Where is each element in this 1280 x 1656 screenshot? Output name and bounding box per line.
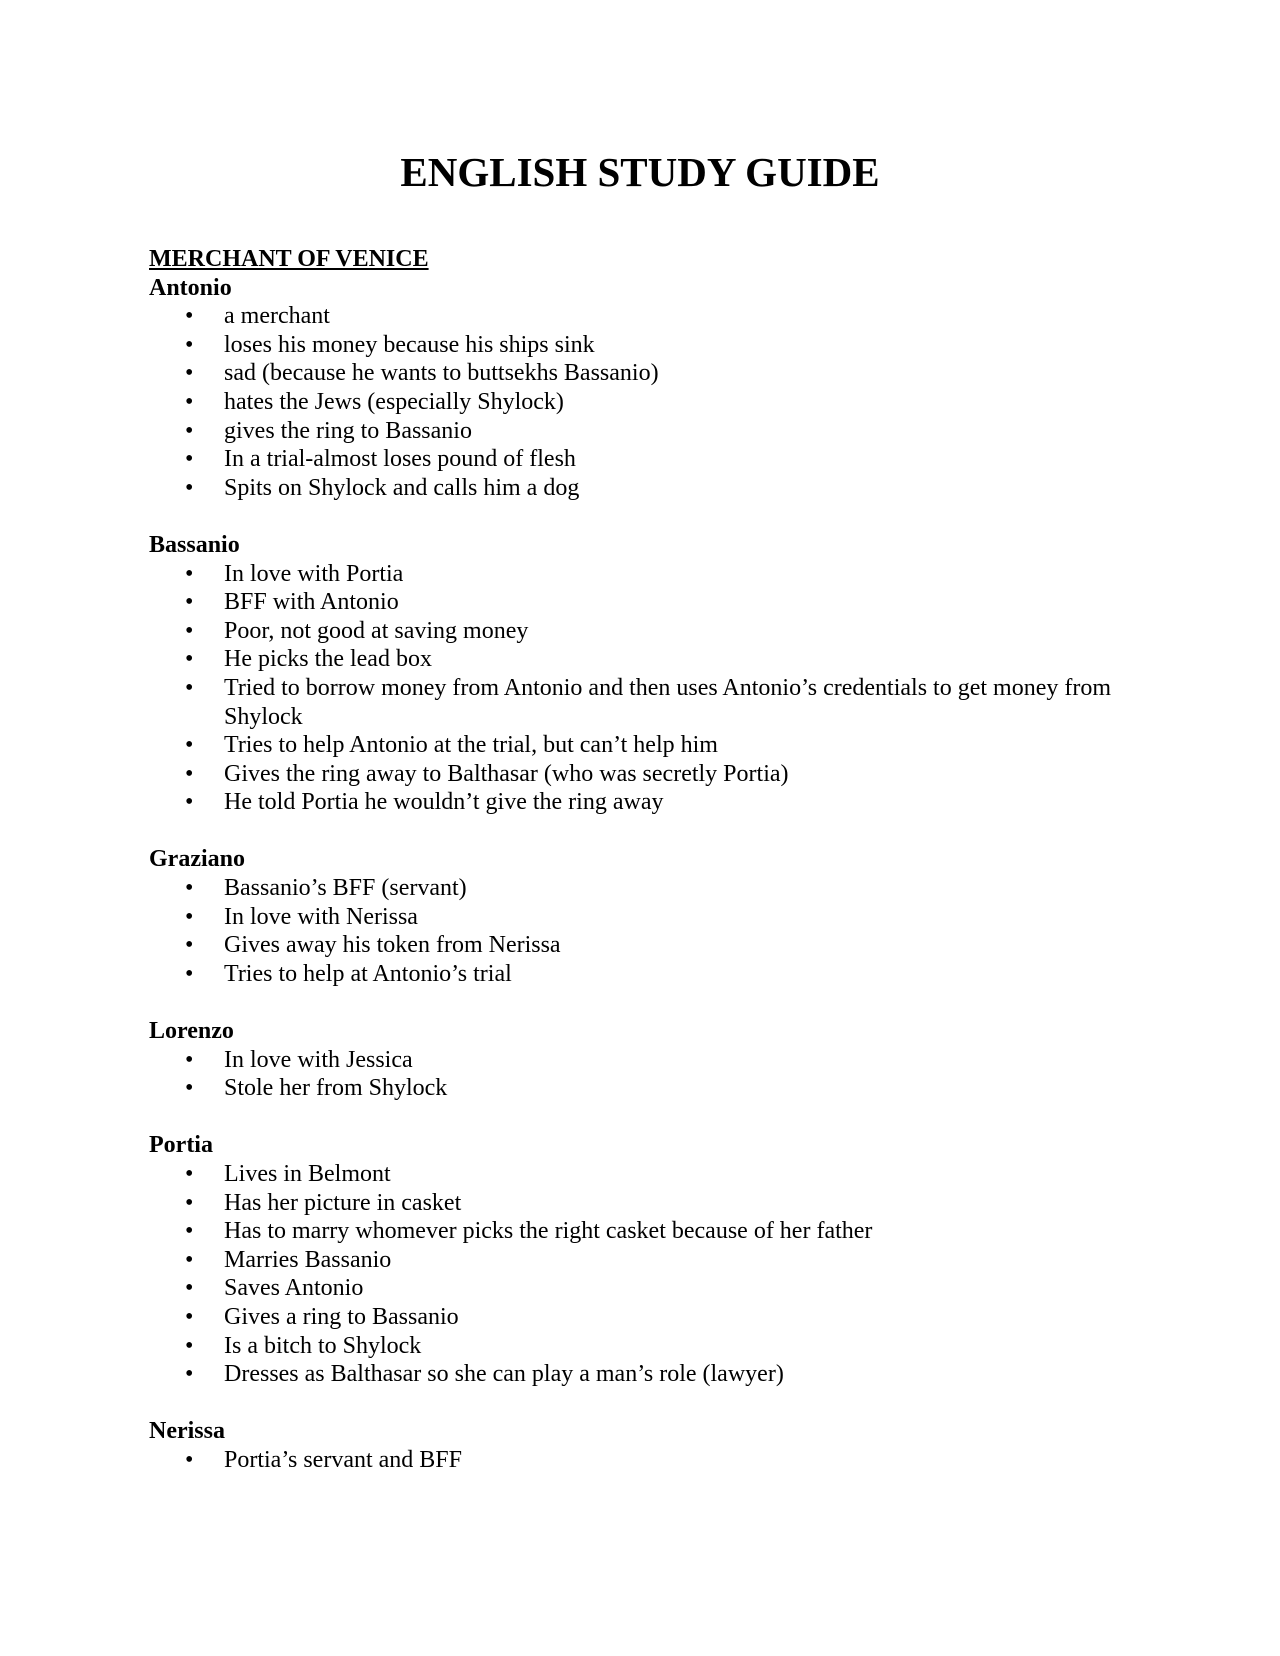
list-item bbox=[149, 674, 1149, 731]
bullet-icon: • bbox=[185, 875, 194, 902]
list-item-text: Spits on Shylock and calls him a dog bbox=[224, 474, 580, 501]
list-item bbox=[149, 617, 1149, 646]
list-item-text: Poor, not good at saving money bbox=[224, 617, 529, 644]
bullet-icon: • bbox=[185, 1246, 194, 1273]
bullet-icon: • bbox=[185, 932, 194, 959]
list-item bbox=[149, 588, 1149, 617]
list-item-text: hates the Jews (especially Shylock) bbox=[224, 388, 564, 415]
list-item-text: In a trial-almost loses pound of flesh bbox=[224, 446, 576, 473]
list-item bbox=[149, 1332, 1149, 1361]
list-item bbox=[149, 445, 1149, 474]
bullet-icon: • bbox=[185, 674, 194, 701]
bullet-icon: • bbox=[185, 1303, 194, 1330]
bullet-icon: • bbox=[185, 1161, 194, 1187]
list-item bbox=[149, 388, 1149, 417]
bullet-icon: • bbox=[185, 1189, 194, 1216]
bullet-icon: • bbox=[185, 1332, 194, 1359]
section-heading: MERCHANT OF VENICE bbox=[149, 246, 429, 272]
bullet-icon: • bbox=[185, 446, 194, 473]
bullet-icon: • bbox=[185, 1075, 194, 1102]
list-item bbox=[149, 788, 1149, 817]
list-item bbox=[149, 1246, 1149, 1275]
trait-list bbox=[149, 874, 1149, 988]
bullet-icon: • bbox=[185, 1218, 194, 1245]
list-item bbox=[149, 1217, 1149, 1246]
list-item-text: Tried to borrow money from Antonio and then uses Antonio’s credentials to get money from Shylock bbox=[224, 674, 1111, 730]
list-item-text: In love with Portia bbox=[224, 560, 404, 587]
list-item-text: Lives in Belmont bbox=[224, 1161, 391, 1187]
list-item-text: He told Portia he wouldn’t give the ring away bbox=[224, 789, 664, 816]
character-section-bassanio bbox=[149, 531, 1149, 817]
bullet-icon: • bbox=[185, 1275, 194, 1302]
list-item bbox=[149, 1446, 1149, 1475]
character-name: Graziano bbox=[149, 846, 245, 873]
list-item-text: Stole her from Shylock bbox=[224, 1075, 448, 1102]
bullet-icon: • bbox=[185, 1446, 194, 1473]
list-item-text: Gives away his token from Nerissa bbox=[224, 932, 561, 959]
bullet-icon: • bbox=[185, 732, 194, 759]
list-item-text: Dresses as Balthasar so she can play a man’s role (lawyer) bbox=[224, 1361, 784, 1388]
bullet-icon: • bbox=[185, 360, 194, 387]
list-item bbox=[149, 331, 1149, 360]
list-item-text: Tries to help at Antonio’s trial bbox=[224, 960, 512, 987]
bullet-icon: • bbox=[185, 589, 194, 616]
list-item-text: Bassanio’s BFF (servant) bbox=[224, 875, 467, 902]
bullet-icon: • bbox=[185, 474, 194, 501]
bullet-icon: • bbox=[185, 303, 194, 330]
list-item bbox=[149, 1303, 1149, 1332]
list-item-text: He picks the lead box bbox=[224, 646, 432, 673]
list-item-text: loses his money because his ships sink bbox=[224, 331, 595, 358]
list-item-text: a merchant bbox=[224, 303, 330, 330]
list-item bbox=[149, 1046, 1149, 1075]
character-name: Bassanio bbox=[149, 531, 240, 558]
bullet-icon: • bbox=[185, 417, 194, 444]
bullet-icon: • bbox=[185, 560, 194, 587]
list-item-text: In love with Jessica bbox=[224, 1046, 413, 1073]
character-section-graziano bbox=[149, 845, 1149, 988]
list-item bbox=[149, 903, 1149, 932]
trait-list bbox=[149, 1160, 1149, 1389]
list-item bbox=[149, 560, 1149, 589]
list-item-text: Gives a ring to Bassanio bbox=[224, 1303, 459, 1330]
character-name: Antonio bbox=[149, 274, 232, 301]
bullet-icon: • bbox=[185, 1361, 194, 1388]
list-item bbox=[149, 1360, 1149, 1389]
bullet-icon: • bbox=[185, 760, 194, 787]
list-item bbox=[149, 417, 1149, 446]
list-item-text: Portia’s servant and BFF bbox=[224, 1446, 462, 1473]
bullet-icon: • bbox=[185, 388, 194, 415]
bullet-icon: • bbox=[185, 331, 194, 358]
character-section-antonio bbox=[149, 274, 1149, 503]
list-item-text: Gives the ring away to Balthasar (who was secretly Portia) bbox=[224, 760, 789, 787]
list-item-text: In love with Nerissa bbox=[224, 903, 418, 930]
character-section-portia bbox=[149, 1131, 1149, 1388]
character-section-nerissa bbox=[149, 1417, 1149, 1474]
list-item bbox=[149, 1160, 1149, 1189]
list-item bbox=[149, 474, 1149, 503]
list-item bbox=[149, 731, 1149, 760]
list-item bbox=[149, 960, 1149, 989]
list-item bbox=[149, 359, 1149, 388]
trait-list bbox=[149, 1046, 1149, 1103]
list-item-text: Saves Antonio bbox=[224, 1275, 364, 1302]
list-item bbox=[149, 1274, 1149, 1303]
list-item-text: BFF with Antonio bbox=[224, 589, 399, 616]
list-item bbox=[149, 1074, 1149, 1103]
list-item-text: Tries to help Antonio at the trial, but can’t help him bbox=[224, 732, 718, 759]
page-title: ENGLISH STUDY GUIDE bbox=[400, 149, 880, 195]
list-item bbox=[149, 931, 1149, 960]
bullet-icon: • bbox=[185, 646, 194, 673]
character-list bbox=[149, 274, 1149, 1475]
list-item-text: Has her picture in casket bbox=[224, 1189, 462, 1216]
list-item bbox=[149, 1189, 1149, 1218]
trait-list bbox=[149, 1446, 1149, 1475]
character-name: Nerissa bbox=[149, 1418, 225, 1445]
list-item-text: sad (because he wants to buttsekhs Bassanio) bbox=[224, 360, 659, 387]
list-item bbox=[149, 874, 1149, 903]
bullet-icon: • bbox=[185, 789, 194, 816]
character-section-lorenzo bbox=[149, 1017, 1149, 1103]
list-item bbox=[149, 302, 1149, 331]
list-item-text: gives the ring to Bassanio bbox=[224, 417, 472, 444]
bullet-icon: • bbox=[185, 1046, 194, 1073]
list-item-text: Has to marry whomever picks the right casket because of her father bbox=[224, 1218, 873, 1245]
character-name: Portia bbox=[149, 1132, 213, 1159]
list-item bbox=[149, 760, 1149, 789]
trait-list bbox=[149, 302, 1149, 502]
list-item bbox=[149, 645, 1149, 674]
character-name: Lorenzo bbox=[149, 1018, 234, 1045]
trait-list bbox=[149, 560, 1149, 817]
bullet-icon: • bbox=[185, 617, 194, 644]
document-body bbox=[149, 245, 1149, 1503]
list-item-text: Is a bitch to Shylock bbox=[224, 1332, 422, 1359]
bullet-icon: • bbox=[185, 960, 194, 987]
bullet-icon: • bbox=[185, 903, 194, 930]
list-item-text: Marries Bassanio bbox=[224, 1246, 392, 1273]
